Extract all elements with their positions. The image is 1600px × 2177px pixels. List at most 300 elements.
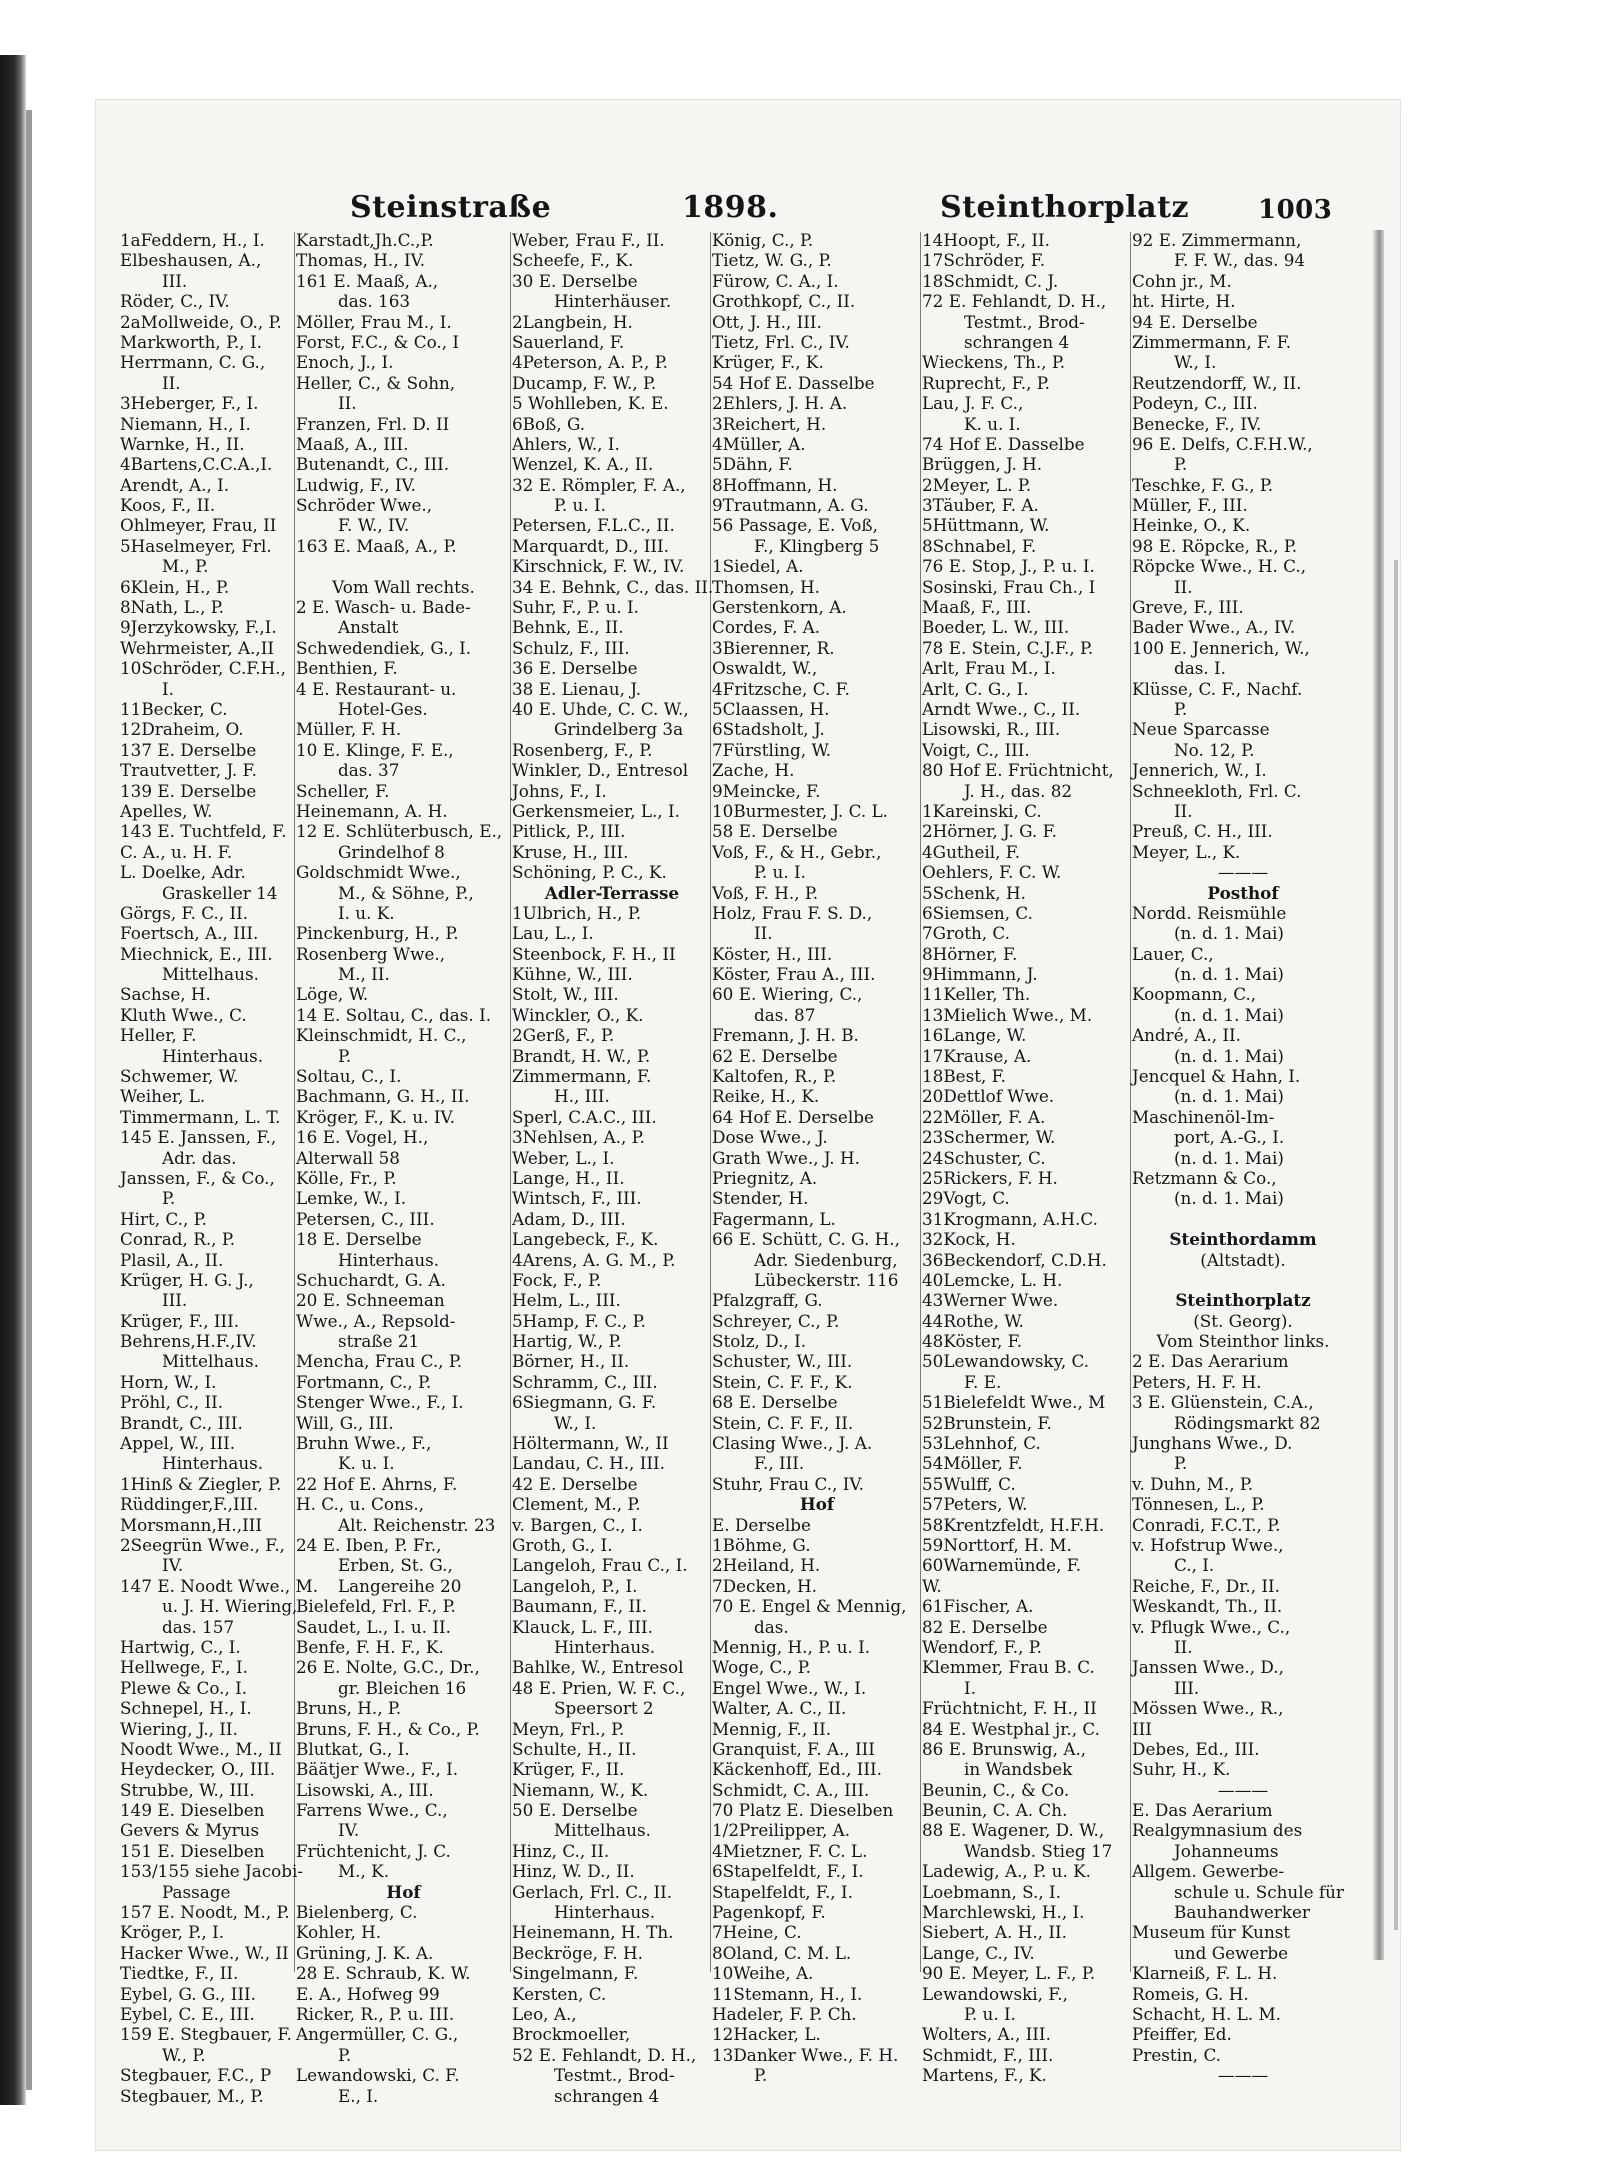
directory-entry-line: P.: [162, 1188, 176, 1209]
directory-entry-line: 36 E. Derselbe: [512, 658, 638, 679]
directory-entry-line: Koos, F., II.: [120, 495, 216, 516]
directory-entry-line: Janssen, F., & Co.,: [120, 1167, 275, 1188]
directory-entry-line: Wiering, J., II.: [120, 1718, 238, 1739]
directory-entry-line: Posthof: [1207, 882, 1279, 903]
directory-entry-line: Zimmermann, F.: [512, 1066, 652, 1087]
directory-entry-line: Loebmann, S., I.: [922, 1881, 1061, 1902]
directory-entry-line: 139 E. Derselbe: [120, 780, 257, 801]
directory-entry-line: [1132, 1270, 1354, 1290]
directory-entry-line: (n. d. 1. Mai): [1174, 923, 1284, 944]
directory-entry-line: 23Schermer, W.: [922, 1127, 1056, 1148]
directory-entry-line: 18Best, F.: [922, 1066, 1007, 1087]
directory-entry-line: 2Seegrün Wwe., F.,: [120, 1535, 285, 1555]
directory-entry-line: 12Hacker, L.: [712, 2024, 821, 2045]
directory-entry-line: v. Duhn, M., P.: [1132, 1473, 1254, 1494]
directory-entry-line: Sosinski, Frau Ch., I: [922, 576, 1096, 597]
directory-entry-line: 24Schuster, C.: [922, 1147, 1046, 1168]
directory-entry-line: Greve, F., III.: [1132, 597, 1244, 618]
directory-entry-line: 10 E. Klinge, F. E.,: [296, 739, 454, 760]
directory-entry-line: M., K.: [338, 1861, 390, 1882]
directory-entry-line: Beunin, C. A. Ch.: [922, 1800, 1068, 1821]
directory-entry-line: 24 E. Iben, P. Fr.,: [296, 1535, 442, 1555]
directory-entry-line: Gevers & Myrus: [120, 1820, 260, 1841]
directory-entry-line: II.: [338, 393, 357, 414]
directory-entry-line: Kluth Wwe., C.: [120, 1004, 247, 1025]
directory-entry-line: 2Meyer, L. P.: [922, 474, 1032, 495]
directory-entry-line: Mittelhaus.: [162, 964, 259, 985]
directory-entry-line: Stolz, D., I.: [712, 1331, 807, 1352]
directory-entry-line: Vom Wall rechts.: [332, 576, 475, 597]
directory-entry-line: Wandsb. Stieg 17: [964, 1840, 1113, 1861]
directory-entry-line: 20Dettlof Wwe.: [922, 1086, 1055, 1107]
directory-entry-line: 4Arens, A. G. M., P.: [512, 1249, 676, 1270]
directory-entry-line: 40Lemcke, L. H.: [922, 1269, 1063, 1290]
directory-entry-line: M., & Söhne, P.,: [338, 882, 474, 903]
directory-entry-line: 43Werner Wwe.: [922, 1290, 1059, 1311]
directory-entry-line: 2Heiland, H.: [712, 1555, 821, 1576]
directory-entry-line: Bauhandwerker: [1174, 1902, 1310, 1923]
directory-entry-line: v. Hofstrup Wwe.,: [1132, 1535, 1284, 1555]
directory-entry-line: 7Decken, H.: [712, 1575, 818, 1596]
directory-entry-line: Kersten, C.: [512, 1983, 607, 2004]
directory-entry-line: Hirt, C., P.: [120, 1208, 207, 1229]
directory-entry-line: Langeloh, P., I.: [512, 1575, 638, 1596]
directory-entry-line: 50Lewandowsky, C.: [922, 1351, 1090, 1372]
directory-entry-line: Suhr, F., P. u. I.: [512, 597, 639, 618]
directory-entry-line: Groth, G., I.: [512, 1535, 613, 1555]
directory-entry-line: Niemann, W., K.: [512, 1779, 649, 1800]
directory-entry-line: Testmt., Brod-: [554, 2065, 675, 2086]
directory-entry-line: Heller, F.: [120, 1025, 197, 1046]
directory-entry-line: Ducamp, F. W., P.: [512, 372, 657, 393]
directory-entry-line: 42 E. Derselbe: [512, 1473, 638, 1494]
directory-entry-line: Clasing Wwe., J. A.: [712, 1433, 873, 1454]
directory-entry-line: Plasil, A., II.: [120, 1249, 224, 1270]
directory-entry-line: Engel Wwe., W., I.: [712, 1677, 867, 1698]
directory-entry-line: ———: [1217, 2065, 1269, 2086]
directory-entry-line: 10Schröder, C.F.H.,: [120, 658, 286, 679]
directory-entry-line: Trautvetter, J. F.: [120, 760, 257, 781]
directory-entry-line: 40 E. Uhde, C. C. W.,: [512, 698, 689, 719]
directory-entry-line: Benthien, F.: [296, 658, 398, 679]
directory-entry-line: Schneekloth, Frl. C.: [1132, 780, 1302, 801]
directory-entry-line: Gerstenkorn, A.: [712, 597, 847, 618]
directory-entry-line: 2 E. Das Aerarium: [1132, 1351, 1289, 1372]
directory-entry-line: Nordd. Reismühle: [1132, 902, 1287, 923]
directory-entry-line: in Wandsbek: [964, 1759, 1073, 1780]
directory-entry-line: Will, G., III.: [296, 1412, 394, 1433]
directory-entry-line: Tiedtke, F., II.: [120, 1963, 239, 1984]
directory-entry-line: III.: [162, 1290, 188, 1311]
directory-entry-line: P. u. I.: [754, 862, 806, 883]
directory-entry-line: Kirschnick, F. W., IV.: [512, 556, 685, 577]
directory-entry-line: 3Bierenner, R.: [712, 637, 835, 658]
directory-entry-line: Arndt Wwe., C., II.: [922, 698, 1081, 719]
directory-entry-line: III.: [1174, 1677, 1200, 1698]
directory-entry-line: 12Draheim, O.: [120, 719, 244, 740]
directory-entry-line: Lewandowski, F.,: [922, 1983, 1068, 2004]
directory-entry-line: Pitlick, P., III.: [512, 821, 626, 842]
directory-entry-line: Retzmann & Co.,: [1132, 1167, 1277, 1188]
directory-entry-line: das. 37: [338, 760, 400, 781]
directory-entry-line: Koopmann, C.,: [1132, 984, 1257, 1005]
directory-entry-line: Plewe & Co., I.: [120, 1677, 248, 1698]
directory-entry-line: 30 E. Derselbe: [512, 270, 638, 291]
directory-entry-line: Adler-Terrasse: [544, 882, 680, 903]
directory-entry-line: Voigt, C., III.: [922, 739, 1030, 760]
directory-entry-line: 5Hüttmann, W.: [922, 515, 1050, 536]
directory-entry-line: 36Beckendorf, C.D.H.: [922, 1249, 1107, 1270]
directory-entry-line: Ladewig, A., P. u. K.: [922, 1861, 1091, 1882]
directory-entry-line: Ohlmeyer, Frau, II: [120, 515, 277, 536]
directory-entry-line: Siebert, A. H., II.: [922, 1922, 1067, 1943]
directory-entry-line: Benfe, F. H. F., K.: [296, 1636, 444, 1657]
directory-entry-line: 58Krentzfeldt, H.F.H.: [922, 1514, 1105, 1535]
directory-entry-line: Schuchardt, G. A.: [296, 1269, 446, 1290]
directory-entry-line: 31Krogmann, A.H.C.: [922, 1208, 1098, 1229]
directory-entry-line: 13Mielich Wwe., M.: [922, 1004, 1093, 1025]
directory-entry-line: Früchtnicht, F. H., II: [922, 1698, 1097, 1719]
directory-entry-line: 17Krause, A.: [922, 1045, 1032, 1066]
directory-entry-line: Farrens Wwe., C.,: [296, 1800, 448, 1821]
directory-entry-line: 13Danker Wwe., F. H.: [712, 2044, 899, 2065]
directory-entry-line: I.: [964, 1677, 976, 1698]
directory-entry-line: 5Schenk, H.: [922, 882, 1026, 903]
directory-entry-line: Lisowski, R., III.: [922, 719, 1061, 740]
directory-entry-line: Krüger, F., II.: [512, 1759, 625, 1780]
directory-entry-line: J. H., das. 82: [964, 780, 1073, 801]
directory-entry-line: Heinke, O., K.: [1132, 515, 1251, 536]
directory-entry-line: K. u. I.: [964, 413, 1021, 434]
directory-entry-line: Erben, St. G.,: [338, 1555, 453, 1576]
directory-entry-line: Herrmann, C. G.,: [120, 352, 266, 373]
directory-entry-line: 3Heberger, F., I.: [120, 393, 259, 414]
directory-entry-line: Wehrmeister, A.,II: [120, 637, 275, 658]
directory-entry-line: Hinterhaus.: [554, 1636, 656, 1657]
directory-entry-line: Müller, F. H.: [296, 719, 402, 740]
directory-entry-line: ———: [1217, 1779, 1269, 1800]
directory-entry-line: 51Bielefeldt Wwe., M: [922, 1392, 1106, 1413]
directory-entry-line: Möller, Frau M., I.: [296, 311, 452, 332]
directory-column-5: [922, 230, 1132, 2086]
directory-entry-line: Gerlach, Frl. C., II.: [512, 1881, 673, 1902]
directory-entry-line: Johanneums: [1174, 1840, 1279, 1861]
directory-entry-line: das. 87: [754, 1004, 816, 1025]
directory-entry-line: Dose Wwe., J.: [712, 1127, 828, 1148]
directory-entry-line: 2Hörner, J. G. F.: [922, 821, 1057, 842]
directory-entry-line: 70 Platz E. Dieselben: [712, 1800, 894, 1821]
directory-entry-line: Schöning, P. C., K.: [512, 862, 667, 883]
directory-entry-line: 66 E. Schütt, C. G. H.,: [712, 1229, 900, 1250]
directory-entry-line: P.: [338, 2044, 352, 2065]
directory-entry-line: 4Peterson, A. P., P.: [512, 352, 668, 373]
directory-entry-line: Maschinenöl-Im-: [1132, 1106, 1275, 1127]
directory-entry-line: 25Rickers, F. H.: [922, 1167, 1058, 1188]
directory-entry-line: (St. Georg).: [1193, 1310, 1293, 1331]
directory-entry-line: Fock, F., P.: [512, 1269, 602, 1290]
directory-entry-line: Sachse, H.: [120, 984, 211, 1005]
directory-entry-line: 18 E. Derselbe: [296, 1229, 422, 1250]
directory-entry-line: Graskeller 14: [162, 882, 278, 903]
directory-entry-line: 159 E. Stegbauer, F.: [120, 2024, 292, 2045]
directory-entry-line: Miechnick, E., III.: [120, 943, 273, 964]
directory-entry-line: M., II.: [338, 964, 390, 985]
directory-entry-line: das. I.: [1174, 658, 1226, 679]
directory-entry-line: 34 E. Behnk, C., das. II.: [512, 576, 714, 597]
directory-entry-line: 52Brunstein, F.: [922, 1412, 1052, 1433]
directory-entry-line: 32Kock, H.: [922, 1229, 1016, 1250]
directory-entry-line: E. Derselbe: [712, 1514, 811, 1535]
directory-entry-line: Zimmermann, F. F.: [1132, 331, 1292, 352]
directory-entry-line: 4Fritzsche, C. F.: [712, 678, 850, 699]
directory-entry-line: Schmidt, F., III.: [922, 2044, 1054, 2065]
directory-entry-line: 145 E. Janssen, F.,: [120, 1127, 277, 1148]
directory-column-1: [120, 230, 319, 2106]
directory-entry-line: Kleinschmidt, H. C.,: [296, 1025, 467, 1046]
directory-entry-line: Schröder Wwe.,: [296, 495, 433, 516]
directory-entry-line: Reike, H., K.: [712, 1086, 820, 1107]
directory-entry-line: Eybel, G. G., III.: [120, 1983, 256, 2004]
directory-entry-line: Petersen, C., III.: [296, 1208, 435, 1229]
directory-entry-line: 72 E. Fehlandt, D. H.,: [922, 291, 1107, 312]
directory-entry-line: Gerkensmeier, L., I.: [512, 800, 680, 821]
directory-entry-line: Bruns, F. H., & Co., P.: [296, 1718, 480, 1739]
directory-entry-line: 17Schröder, F.: [922, 250, 1046, 271]
directory-entry-line: Schwedendiek, G., I.: [296, 637, 472, 658]
directory-entry-line: 10Weihe, A.: [712, 1963, 814, 1984]
directory-entry-line: Mennig, F., II.: [712, 1718, 832, 1739]
directory-entry-line: 149 E. Dieselben: [120, 1800, 265, 1821]
directory-entry-line: (n. d. 1. Mai): [1174, 1086, 1284, 1107]
directory-column-4: [712, 230, 922, 2086]
directory-entry-line: Meyn, Frl., P.: [512, 1718, 625, 1739]
page-edge-shadow: [1372, 230, 1384, 1960]
directory-entry-line: Scheller, F.: [296, 780, 390, 801]
directory-entry-line: 2Gerß, F., P.: [512, 1025, 615, 1046]
directory-entry-line: 6Stadsholt, J.: [712, 719, 825, 740]
directory-entry-line: Maaß, F., III.: [922, 597, 1032, 618]
directory-entry-line: 5Haselmeyer, Frl.: [120, 535, 272, 556]
directory-entry-line: Peters, H. F. H.: [1132, 1371, 1262, 1392]
directory-entry-line: port, A.-G., I.: [1174, 1127, 1285, 1148]
directory-entry-line: 1Kareinski, C.: [922, 800, 1042, 821]
directory-entry-line: Käckenhoff, Ed., III.: [712, 1759, 882, 1780]
directory-entry-line: Bahlke, W., Entresol: [512, 1657, 684, 1678]
directory-entry-line: Behrens,H.F.,IV.: [120, 1331, 257, 1352]
directory-entry-line: Zache, H.: [712, 760, 795, 781]
directory-entry-line: Bachmann, G. H., II.: [296, 1086, 470, 1107]
directory-entry-line: Leo, A.,: [512, 2003, 577, 2024]
directory-entry-line: Hof: [386, 1881, 421, 1902]
directory-entry-line: 2aMollweide, O., P.: [120, 311, 282, 332]
running-head-year: 1898.: [682, 190, 779, 225]
directory-entry-line: Petersen, F.L.C., II.: [512, 515, 675, 536]
directory-entry-line: Wenzel, K. A., II.: [512, 454, 654, 475]
directory-entry-line: Junghans Wwe., D.: [1132, 1433, 1293, 1454]
directory-entry-line: Wolters, A., III.: [922, 2024, 1051, 2045]
directory-entry-line: 2Langbein, H.: [512, 311, 633, 332]
directory-entry-line: Oehlers, F. C. W.: [922, 862, 1062, 883]
directory-entry-line: Anstalt: [338, 617, 399, 638]
directory-entry-line: C. A., u. H. F.: [120, 841, 233, 862]
directory-entry-line: Steenbock, F. H., II: [512, 943, 676, 964]
directory-entry-line: das. 163: [338, 291, 411, 312]
directory-entry-line: E. A., Hofweg 99: [296, 1983, 440, 2004]
directory-entry-line: Oswaldt, W.,: [712, 658, 818, 679]
directory-entry-line: Preuß, C. H., III.: [1132, 821, 1273, 842]
directory-entry-line: 1Siedel, A.: [712, 556, 804, 577]
directory-entry-line: 100 E. Jennerich, W.,: [1132, 637, 1310, 658]
directory-entry-line: 44Rothe, W.: [922, 1310, 1024, 1331]
directory-entry-line: Pinckenburg, H., P.: [296, 923, 459, 944]
directory-entry-line: 9Himmann, J.: [922, 964, 1038, 985]
directory-entry-line: Lange, H., II.: [512, 1167, 625, 1188]
directory-entry-line: 7Groth, C.: [922, 923, 1011, 944]
directory-entry-line: 80 Hof E. Früchtnicht,: [922, 760, 1114, 781]
directory-entry-line: Jencquel & Hahn, I.: [1132, 1066, 1301, 1087]
directory-entry-line: (n. d. 1. Mai): [1174, 1188, 1284, 1209]
directory-entry-line: Realgymnasium des: [1132, 1820, 1303, 1841]
directory-entry-line: Helm, L., III.: [512, 1290, 621, 1311]
directory-entry-line: Rüddinger,F.,III.: [120, 1494, 259, 1515]
directory-entry-line: Maaß, A., III.: [296, 433, 409, 454]
directory-entry-line: Bielefeld, Frl. F., P.: [296, 1596, 456, 1617]
directory-entry-line: Höltermann, W., II: [512, 1433, 669, 1454]
directory-entry-line: Schmidt, C. A., III.: [712, 1779, 870, 1800]
directory-entry-line: Klüsse, C. F., Nachf.: [1132, 678, 1303, 699]
directory-entry-line: 6Siegmann, G. F.: [512, 1392, 657, 1413]
directory-entry-line: Johns, F., I.: [512, 780, 607, 801]
directory-entry-line: Beckröge, F. H.: [512, 1942, 643, 1963]
directory-entry-line: Kaltofen, R., P.: [712, 1066, 837, 1087]
directory-entry-line: Janssen Wwe., D.,: [1132, 1657, 1284, 1678]
directory-entry-line: Appel, W., III.: [120, 1433, 236, 1454]
directory-entry-line: [1132, 1209, 1354, 1229]
directory-entry-line: Cordes, F. A.: [712, 617, 821, 638]
directory-entry-line: 5Claassen, H.: [712, 698, 830, 719]
directory-entry-line: König, C., P.: [712, 230, 814, 250]
directory-entry-line: Kühne, W., III.: [512, 964, 633, 985]
directory-entry-line: W., I.: [554, 1412, 597, 1433]
directory-entry-line: Sperl, C.A.C., III.: [512, 1106, 657, 1127]
directory-entry-line: Pagenkopf, F.: [712, 1902, 826, 1923]
directory-entry-line: Elbeshausen, A.,: [120, 250, 262, 271]
directory-entry-line: Holz, Frau F. S. D.,: [712, 902, 873, 923]
directory-entry-line: Jennerich, W., I.: [1132, 760, 1267, 781]
directory-entry-line: Köster, Frau A., III.: [712, 964, 876, 985]
directory-entry-line: I.: [162, 678, 174, 699]
directory-entry-line: das.: [754, 1616, 789, 1637]
directory-entry-line: 8Oland, C. M. L.: [712, 1942, 852, 1963]
directory-entry-line: und Gewerbe: [1174, 1942, 1289, 1963]
directory-entry-line: Grothkopf, C., II.: [712, 291, 856, 312]
directory-entry-line: Pfeiffer, Ed.: [1132, 2024, 1232, 2045]
directory-entry-line: Hotel-Ges.: [338, 698, 428, 719]
directory-entry-line: III: [1132, 1718, 1152, 1739]
directory-entry-line: W.: [922, 1575, 942, 1596]
directory-entry-line: H., III.: [554, 1086, 610, 1107]
directory-entry-line: Debes, Ed., III.: [1132, 1738, 1260, 1759]
directory-entry-line: F. W., IV.: [338, 515, 410, 536]
directory-entry-line: Tönnesen, L., P.: [1132, 1494, 1265, 1515]
directory-column-2: [296, 230, 511, 2106]
directory-entry-line: 60Warnemünde, F.: [922, 1555, 1082, 1576]
directory-entry-line: Heinemann, A. H.: [296, 800, 448, 821]
directory-entry-line: Conrad, R., P.: [120, 1229, 236, 1250]
directory-entry-line: F. F. W., das. 94: [1174, 250, 1306, 271]
directory-entry-line: Stender, H.: [712, 1188, 809, 1209]
directory-entry-line: Klemmer, Frau B. C.: [922, 1657, 1095, 1678]
directory-entry-line: Landau, C. H., III.: [512, 1453, 665, 1474]
directory-entry-line: Schnepel, H., I.: [120, 1698, 252, 1719]
directory-entry-line: Ludwig, F., IV.: [296, 474, 417, 495]
directory-entry-line: Fagermann, L.: [712, 1208, 836, 1229]
directory-entry-line: Vom Steinthor links.: [1156, 1331, 1330, 1352]
directory-entry-line: 10Burmester, J. C. L.: [712, 800, 888, 821]
directory-entry-line: Lauer, C.,: [1132, 943, 1214, 964]
directory-entry-line: Baumann, F., II.: [512, 1596, 647, 1617]
directory-entry-line: II.: [754, 923, 773, 944]
directory-entry-line: P. u. I.: [554, 495, 606, 516]
directory-entry-line: Clement, M., P.: [512, 1494, 641, 1515]
directory-entry-line: Steinthordamm: [1169, 1229, 1317, 1250]
directory-entry-line: Lewandowski, C. F.: [296, 2065, 460, 2086]
directory-entry-line: Hinterhaus.: [162, 1045, 264, 1066]
directory-entry-line: Museum für Kunst: [1132, 1922, 1291, 1943]
directory-entry-line: Thomas, H., IV.: [296, 250, 426, 271]
directory-entry-line: 60 E. Wiering, C.,: [712, 984, 863, 1005]
directory-column-3: [512, 230, 714, 2106]
directory-entry-line: 7Heine, C.: [712, 1922, 802, 1943]
directory-entry-line: 9Trautmann, A. G.: [712, 495, 869, 516]
directory-entry-line: Woge, C., P.: [712, 1657, 812, 1678]
directory-entry-line: 48Köster, F.: [922, 1331, 1023, 1352]
directory-entry-line: Wwe., A., Repsold-: [296, 1310, 456, 1331]
directory-entry-line: 32 E. Römpler, F. A.,: [512, 474, 686, 495]
book-spine-shadow: [0, 55, 26, 2105]
directory-entry-line: Langeloh, Frau C., I.: [512, 1555, 688, 1576]
directory-entry-line: Tietz, W. G., P.: [712, 250, 832, 271]
directory-entry-line: Arlt, Frau M., I.: [922, 658, 1056, 679]
directory-entry-line: schrangen 4: [964, 331, 1070, 352]
directory-entry-line: Kohler, H.: [296, 1922, 382, 1943]
directory-entry-line: 18Schmidt, C. J.: [922, 270, 1059, 291]
directory-entry-line: Mittelhaus.: [162, 1351, 259, 1372]
directory-entry-line: II.: [162, 372, 181, 393]
directory-entry-line: Karstadt,Jh.C.,P.: [296, 230, 434, 250]
directory-entry-line: 38 E. Lienau, J.: [512, 678, 642, 699]
directory-entry-line: 1Hinß & Ziegler, P.: [120, 1473, 282, 1494]
directory-entry-line: Eybel, C. E., III.: [120, 2003, 255, 2024]
directory-entry-line: gr. Bleichen 16: [338, 1677, 467, 1698]
directory-entry-line: Marquardt, D., III.: [512, 535, 670, 556]
directory-entry-line: Foertsch, A., III.: [120, 923, 259, 944]
directory-entry-line: Hinz, W. D., II.: [512, 1861, 635, 1882]
directory-entry-line: Görgs, F. C., II.: [120, 902, 249, 923]
directory-entry-line: Boeder, L. W., III.: [922, 617, 1070, 638]
directory-entry-line: Speersort 2: [554, 1698, 654, 1719]
directory-entry-line: Stegbauer, M., P.: [120, 2085, 264, 2106]
directory-entry-line: Klarneiß, F. L. H.: [1132, 1963, 1278, 1984]
directory-entry-line: Grindelberg 3a: [554, 719, 684, 740]
directory-entry-line: 16Lange, W.: [922, 1025, 1027, 1046]
directory-entry-line: 3 E. Glüenstein, C.A.,: [1132, 1392, 1314, 1413]
directory-entry-line: Hadeler, F. P. Ch.: [712, 2003, 857, 2024]
directory-entry-line: Früchtenicht, J. C.: [296, 1840, 451, 1861]
directory-entry-line: 6Klein, H., P.: [120, 576, 230, 597]
directory-entry-line: Schuster, W., III.: [712, 1351, 853, 1372]
directory-entry-line: 82 E. Derselbe: [922, 1616, 1048, 1637]
